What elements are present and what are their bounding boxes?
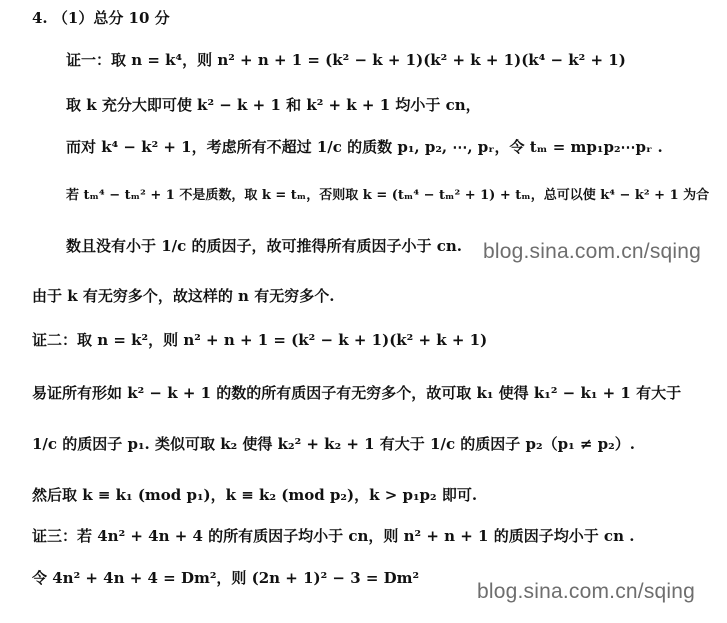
proof-two-line-2: 易证所有形如 k² − k + 1 的数的所有质因子有无穷多个，故可取 k₁ 使得 k₁² − k₁ + 1 有大于 (32, 384, 682, 402)
proof-two-line-3: 1/c 的质因子 p₁. 类似可取 k₂ 使得 k₂² + k₂ + 1 有大于 1/c 的质因子 p₂（p₁ ≠ p₂）. (32, 435, 635, 453)
proof-one-line-3: 而对 k⁴ − k² + 1，考虑所有不超过 1/c 的质数 p₁, p₂, ⋯, pᵣ，令 tₘ = mp₁p₂⋯pᵣ . (66, 138, 663, 156)
proof-three-line-2: 令 4n² + 4n + 4 = Dm²，则 (2n + 1)² − 3 = Dm² (32, 569, 420, 587)
proof-one-line-4: 若 tₘ⁴ − tₘ² + 1 不是质数，取 k = tₘ，否则取 k = (tₘ⁴ − tₘ² + 1) + tₘ，总可以使 k⁴ − k² + 1 为合 (66, 188, 710, 203)
proof-one-conclusion: 由于 k 有无穷多个，故这样的 n 有无穷多个. (32, 287, 335, 305)
proof-three-line-1: 证三：若 4n² + 4n + 4 的所有质因子均小于 cn，则 n² + n + 1 的质因子均小于 cn . (32, 527, 635, 545)
proof-one-line-5: 数且没有小于 1/c 的质因子，故可推得所有质因子小于 cn. (66, 237, 462, 255)
proof-one-line-2: 取 k 充分大即可使 k² − k + 1 和 k² + k + 1 均小于 cn， (66, 96, 481, 114)
watermark-upper: blog.sina.com.cn/sqing (483, 240, 702, 263)
proof-one-line-1: 证一：取 n = k⁴，则 n² + n + 1 = (k² − k + 1)(k² + k + 1)(k⁴ − k² + 1) (66, 51, 626, 69)
proof-two-line-4: 然后取 k ≡ k₁ (mod p₁)，k ≡ k₂ (mod p₂)，k > p₁p₂ 即可. (32, 486, 478, 504)
problem-number: 4. （1）总分 10 分 (32, 9, 170, 27)
watermark-lower: blog.sina.com.cn/sqing (477, 580, 696, 603)
proof-two-line-1: 证二：取 n = k²，则 n² + n + 1 = (k² − k + 1)(k² + k + 1) (32, 331, 488, 349)
